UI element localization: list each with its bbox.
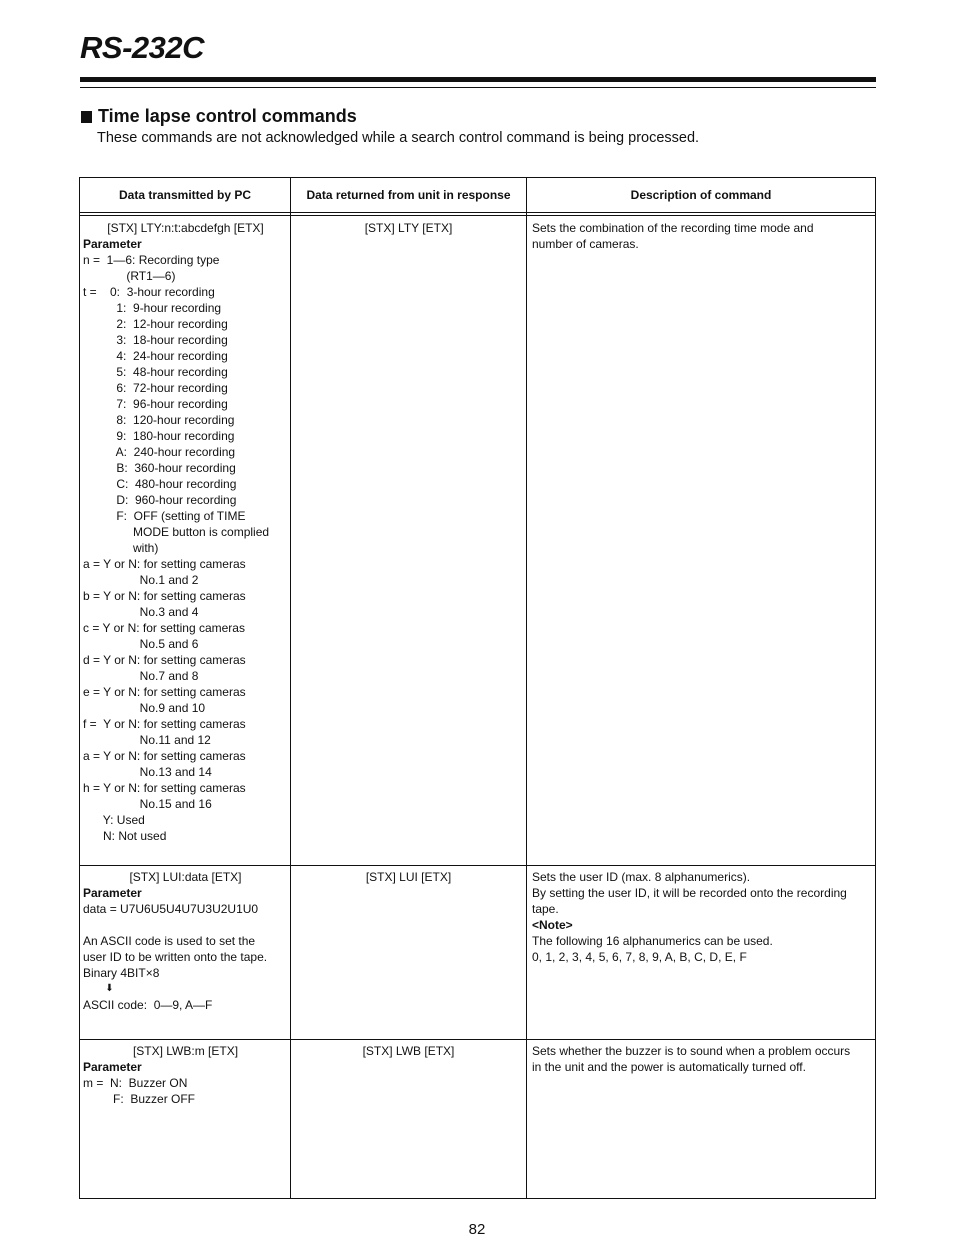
parameter-line: C: 480-hour recording <box>83 477 237 491</box>
table-row-lui-response: [STX] LUI [ETX] <box>365 870 452 884</box>
header-rule-thin <box>80 87 876 88</box>
parameter-line: N: Not used <box>83 829 167 843</box>
command-text: [STX] LWB:m [ETX] <box>132 1044 239 1058</box>
parameter-line: MODE button is complied <box>83 525 270 539</box>
parameter-line: a = Y or N: for setting cameras <box>83 749 246 763</box>
section-description: These commands are not acknowledged while a search control command is being processed. <box>97 130 700 146</box>
column-header-description: Description of command <box>630 188 772 202</box>
parameter-line: No.1 and 2 <box>83 573 199 587</box>
parameter-line <box>83 917 288 933</box>
parameter-line: No.7 and 8 <box>83 669 199 683</box>
parameter-line: (RT1—6) <box>83 269 176 283</box>
parameter-line: A: 240-hour recording <box>83 445 236 459</box>
parameter-line: 9: 180-hour recording <box>83 429 235 443</box>
parameter-line: Binary 4BIT×8 <box>83 966 160 980</box>
parameter-line: data = U7U6U5U4U7U3U2U1U0 <box>83 902 259 916</box>
parameter-label: Parameter <box>83 886 142 900</box>
down-arrow-icon: ⬇ <box>83 983 114 994</box>
parameter-line: with) <box>83 541 159 555</box>
parameter-line: 3: 18-hour recording <box>83 333 228 347</box>
parameter-line: ASCII code: 0—9, A—F <box>83 998 213 1012</box>
parameter-line: 8: 120-hour recording <box>83 413 235 427</box>
description-line: tape. <box>532 902 559 916</box>
parameter-line: 1: 9-hour recording <box>83 301 222 315</box>
parameter-line: a = Y or N: for setting cameras <box>83 557 246 571</box>
parameter-line: n = 1—6: Recording type <box>83 253 220 267</box>
parameter-line: b = Y or N: for setting cameras <box>83 589 246 603</box>
row-divider-2 <box>80 1039 875 1040</box>
parameter-line: 6: 72-hour recording <box>83 381 228 395</box>
description-line: in the unit and the power is automatically turned off. <box>532 1060 806 1074</box>
header-rule-thick <box>80 77 876 82</box>
parameter-line: D: 960-hour recording <box>83 493 237 507</box>
table-row-lwb-response: [STX] LWB [ETX] <box>362 1044 455 1058</box>
note-line: 0, 1, 2, 3, 4, 5, 6, 7, 8, 9, A, B, C, D, E, F <box>532 950 747 964</box>
section-heading <box>81 106 357 127</box>
table-row-lui-command-cell <box>83 869 288 1013</box>
description-line: Sets the user ID (max. 8 alphanumerics). <box>532 870 751 884</box>
table-row-lty-description <box>532 220 872 252</box>
command-text: [STX] LTY:n:t:abcdefgh [ETX] <box>107 221 264 235</box>
column-divider-2 <box>526 178 527 1198</box>
column-header-returned: Data returned from unit in response <box>306 188 511 202</box>
description-line: number of cameras. <box>532 237 639 251</box>
command-text: [STX] LUI:data [ETX] <box>129 870 242 884</box>
parameter-label: Parameter <box>83 237 142 251</box>
parameter-line: No.15 and 16 <box>83 797 212 811</box>
description-line: Sets the combination of the recording time mode and <box>532 221 814 235</box>
parameter-line: No.13 and 14 <box>83 765 212 779</box>
parameter-line: c = Y or N: for setting cameras <box>83 621 245 635</box>
parameter-line: user ID to be written onto the tape. <box>83 950 268 964</box>
parameter-line: No.3 and 4 <box>83 605 199 619</box>
table-row-lui-description <box>532 869 872 965</box>
parameter-line: 5: 48-hour recording <box>83 365 228 379</box>
parameter-label: Parameter <box>83 1060 142 1074</box>
note-line: The following 16 alphanumerics can be used. <box>532 934 773 948</box>
table-row-lwb-command-cell <box>83 1043 288 1107</box>
parameter-line: Y: Used <box>83 813 145 827</box>
page-header-title: RS-232C <box>80 30 204 65</box>
page-number: 82 <box>468 1221 486 1238</box>
parameter-line: e = Y or N: for setting cameras <box>83 685 246 699</box>
parameter-line: 4: 24-hour recording <box>83 349 228 363</box>
parameter-line: f = Y or N: for setting cameras <box>83 717 246 731</box>
parameter-line: F: Buzzer OFF <box>83 1092 196 1106</box>
parameter-line: No.9 and 10 <box>83 701 206 715</box>
command-table <box>79 177 876 1199</box>
parameter-line: B: 360-hour recording <box>83 461 236 475</box>
row-divider-1 <box>80 865 875 866</box>
parameter-line: h = Y or N: for setting cameras <box>83 781 246 795</box>
parameter-line: t = 0: 3-hour recording <box>83 285 215 299</box>
parameter-line: F: OFF (setting of TIME <box>83 509 246 523</box>
table-row-lty-command-cell <box>83 220 288 844</box>
section-title-text: Time lapse control commands <box>98 106 357 126</box>
parameter-line: No.5 and 6 <box>83 637 199 651</box>
table-row-lwb-description <box>532 1043 872 1075</box>
column-header-transmitted: Data transmitted by PC <box>118 188 252 202</box>
square-bullet-icon <box>81 111 92 123</box>
header-divider <box>80 212 875 213</box>
note-label: <Note> <box>532 918 573 932</box>
parameter-line: 2: 12-hour recording <box>83 317 228 331</box>
parameter-line: d = Y or N: for setting cameras <box>83 653 246 667</box>
header-divider-double <box>80 215 875 216</box>
description-line: Sets whether the buzzer is to sound when a problem occurs <box>532 1044 851 1058</box>
parameter-line: An ASCII code is used to set the <box>83 934 256 948</box>
parameter-line: No.11 and 12 <box>83 733 211 747</box>
table-row-lty-response: [STX] LTY [ETX] <box>364 221 453 235</box>
parameter-line: 7: 96-hour recording <box>83 397 228 411</box>
parameter-line: m = N: Buzzer ON <box>83 1076 188 1090</box>
description-line: By setting the user ID, it will be recorded onto the recording <box>532 886 847 900</box>
